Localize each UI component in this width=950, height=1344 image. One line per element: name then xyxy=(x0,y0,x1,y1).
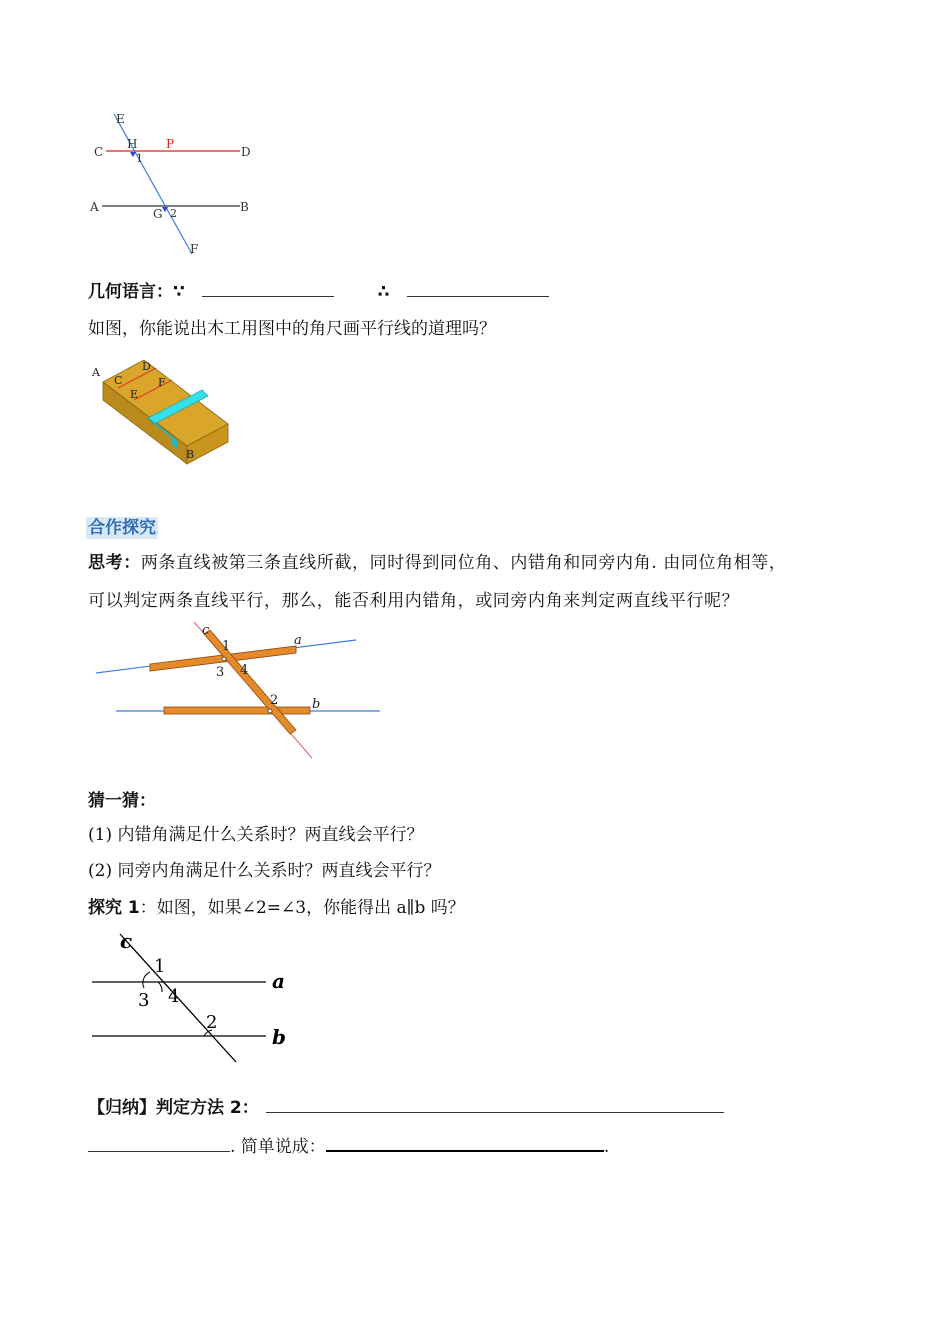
because-blank[interactable] xyxy=(202,280,334,297)
label-F: F xyxy=(190,242,199,256)
label-E: E xyxy=(130,388,139,401)
summary-blank-1[interactable] xyxy=(266,1096,724,1113)
label-B: B xyxy=(186,448,195,461)
explore-1-label: 探究 1 xyxy=(88,898,140,918)
label-H: H xyxy=(127,137,138,151)
summary-line-1 xyxy=(88,1096,724,1119)
summary-simple-label: . 简单说成： xyxy=(230,1137,326,1157)
stick-c xyxy=(204,630,296,734)
guess-title: 猜一猜： xyxy=(88,791,156,811)
figure-sticks-model xyxy=(90,618,390,766)
label-C: C xyxy=(94,145,104,159)
think-label: 思考： xyxy=(88,553,141,573)
label-B: B xyxy=(240,200,249,214)
label-1: 1 xyxy=(222,639,231,654)
geometry-language-label: 几何语言： xyxy=(88,282,173,302)
label-4: 4 xyxy=(240,663,249,678)
think-paragraph-line2: 可以判定两条直线平行，那么，能否利用内错角，或同旁内角来判定两直线平行呢？ xyxy=(88,591,740,611)
label-D: D xyxy=(241,145,251,159)
summary-simple-blank[interactable] xyxy=(326,1134,604,1152)
label-C: C xyxy=(114,374,123,387)
pin-2 xyxy=(268,709,272,713)
label-G: G xyxy=(153,207,163,221)
label-D: D xyxy=(142,360,151,373)
label-A: A xyxy=(92,366,100,379)
figure-transversal-1 xyxy=(80,108,270,268)
pin-1 xyxy=(222,657,226,661)
label-2: 2 xyxy=(270,693,279,708)
question-carpenter: 如图，你能说出木工用图中的角尺画平行线的道理吗？ xyxy=(88,319,496,339)
label-A: A xyxy=(90,200,99,214)
summary-line-2 xyxy=(88,1134,609,1158)
summary-label: 【归纳】判定方法 2： xyxy=(88,1098,259,1118)
label-E: E xyxy=(116,112,125,126)
explore-1-text: ：如图，如果∠2=∠3，你能得出 a∥b 吗？ xyxy=(139,898,465,918)
label-a: a xyxy=(272,969,285,993)
label-a: a xyxy=(294,633,302,648)
label-1: 1 xyxy=(154,956,166,977)
figure-carpenter-block xyxy=(86,352,236,474)
line-ef xyxy=(114,114,192,254)
label-b: b xyxy=(312,697,321,712)
section-title-text: 合作探究 xyxy=(88,518,156,538)
guess-item-2: (2) 同旁内角满足什么关系时？两直线会平行？ xyxy=(88,861,441,881)
think-text-1: 两条直线被第三条直线所截，同时得到同位角、内错角和同旁内角. 由同位角相等， xyxy=(140,553,787,573)
because-symbol: ∵ xyxy=(173,282,185,302)
figure-angle-diagram xyxy=(86,926,306,1070)
section-title xyxy=(86,513,158,538)
angle-mark-4 xyxy=(158,982,162,992)
therefore-blank[interactable] xyxy=(407,280,549,297)
label-3: 3 xyxy=(138,990,150,1011)
label-c: c xyxy=(120,929,133,953)
label-F: F xyxy=(158,376,166,389)
explore-1-line xyxy=(88,897,465,919)
stick-b xyxy=(164,707,310,714)
label-4: 4 xyxy=(168,986,180,1007)
summary-blank-2[interactable] xyxy=(88,1135,230,1152)
angle-mark-1-3 xyxy=(143,972,150,988)
summary-end: . xyxy=(603,1137,610,1157)
geometry-language-line xyxy=(88,280,549,303)
label-b: b xyxy=(272,1025,286,1049)
label-P: P xyxy=(166,137,175,151)
think-paragraph-line1 xyxy=(88,552,786,574)
label-2: 2 xyxy=(206,1012,218,1033)
label-2: 2 xyxy=(170,207,177,220)
label-c: c xyxy=(202,623,210,638)
therefore-symbol: ∴ xyxy=(377,282,390,302)
guess-item-1: (1) 内错角满足什么关系时？两直线会平行？ xyxy=(88,825,424,845)
label-3: 3 xyxy=(216,665,225,680)
label-1: 1 xyxy=(136,152,143,165)
